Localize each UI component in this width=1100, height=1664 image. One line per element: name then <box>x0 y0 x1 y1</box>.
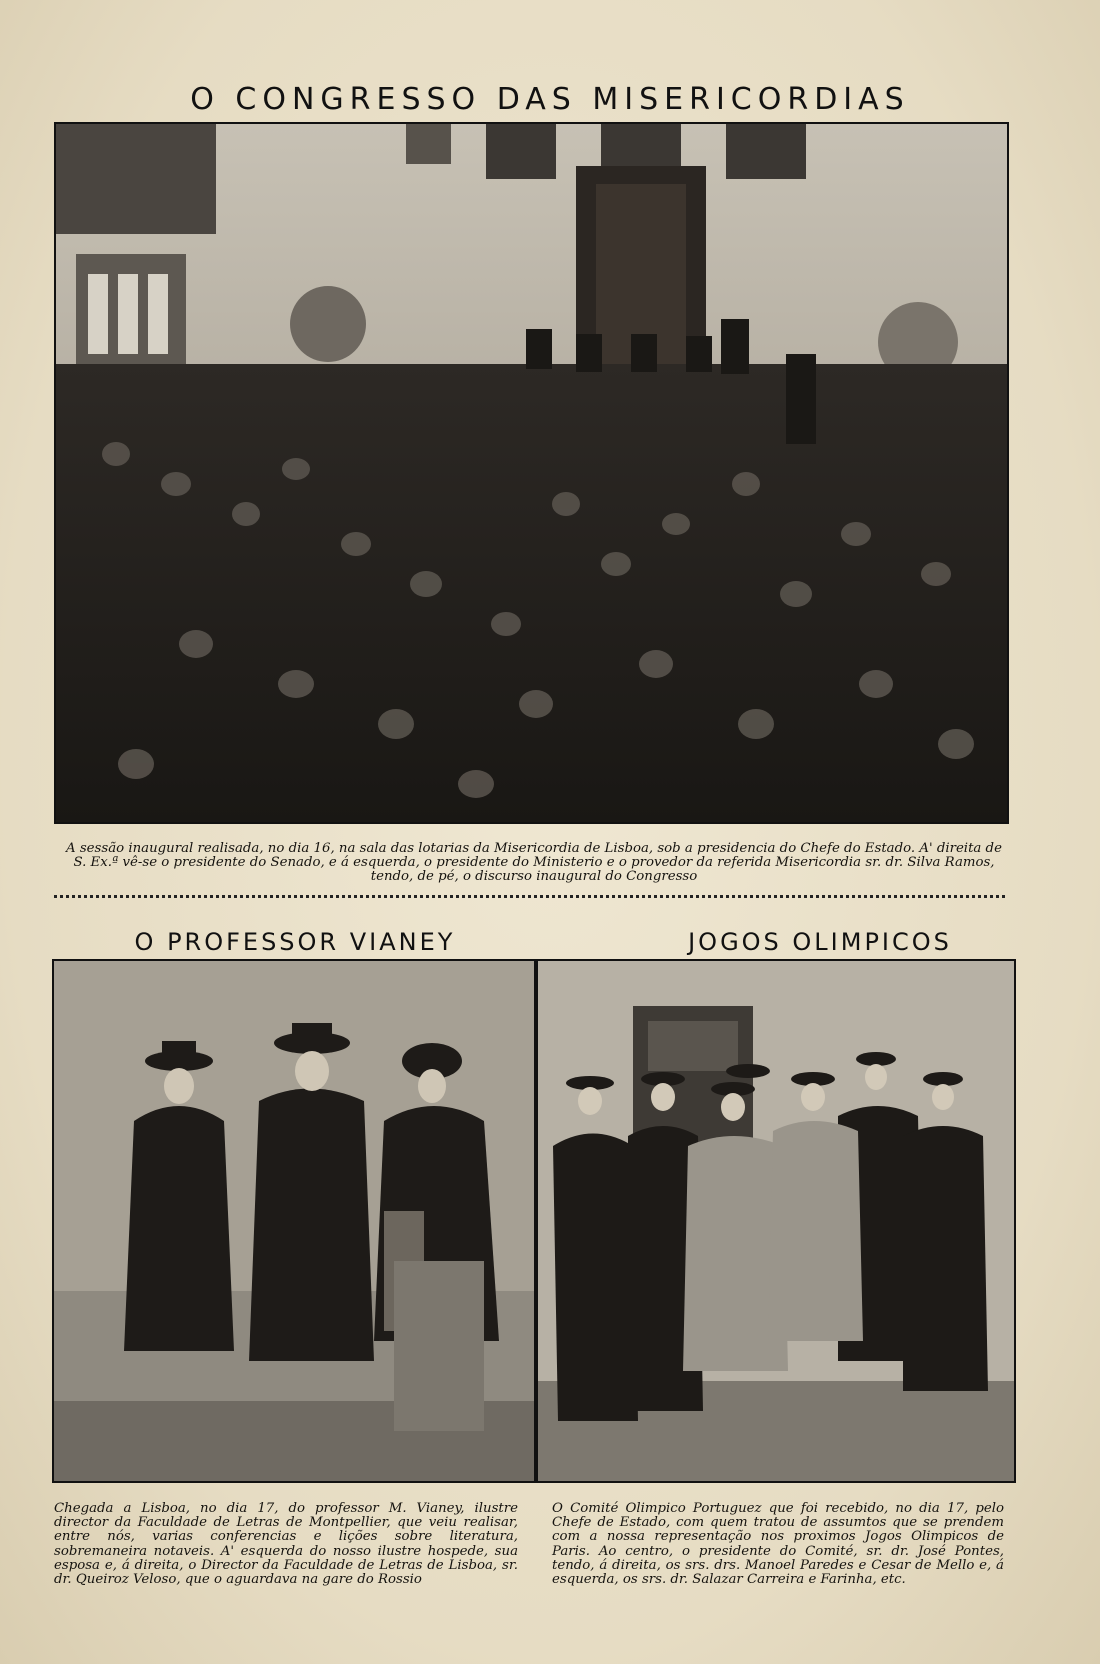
congress-caption: A sessão inaugural realisada, no dia 16, na sala das lotarias da Misericordia de Lisboa, sob a presidencia do Chefe do Estado. A' direita de S. Ex.ª vê-se o presidente do Senado, e á esquerda, o presidente do Ministerio e o provedor da referida Misericordia sr. dr. Silva Ramos, tendo, de pé, o discurso inaugural do Congresso <box>66 841 1002 885</box>
headline-professor-vianey: O PROFESSOR VIANEY <box>134 927 456 956</box>
dotted-divider <box>54 895 1005 898</box>
headline-jogos-olimpicos: JOGOS OLIMPICOS <box>688 927 952 956</box>
olympic-photo-illustration <box>538 961 1014 1481</box>
headline-congresso: O CONGRESSO DAS MISERICORDIAS <box>190 82 910 118</box>
olympic-caption: O Comité Olimpico Portuguez que foi recebido, no dia 17, pelo Chefe de Estado, com quem tratou de assumtos que se prendem com a nossa representação nos proximos Jogos Olimpicos de Paris. Ao centro, o presidente do Comité, sr. dr. José Pontes, tendo, á direita, os srs. drs. Manoel Paredes e Cesar de Mello e, á esquerda, os srs. dr. Salazar Carreira e Farinha, etc. <box>552 1501 1004 1588</box>
vianey-caption: Chegada a Lisboa, no dia 17, do professor M. Vianey, ilustre director da Faculdade de Letras de Montpellier, que veiu realisar, entre nós, varias conferencias e lições sobre literatura, sobremaneira notaveis. A' esquerda do nosso ilustre hospede, sua esposa e, á direita, o Director da Faculdade de Letras de Lisboa, sr. dr. Queiroz Veloso, que o aguardava na gare do Rossio <box>54 1501 518 1588</box>
congress-photo-illustration <box>56 124 1007 822</box>
congress-photo <box>54 122 1009 824</box>
vianey-photo <box>52 959 536 1483</box>
olympic-committee-photo <box>536 959 1016 1483</box>
vianey-photo-illustration <box>54 961 534 1481</box>
